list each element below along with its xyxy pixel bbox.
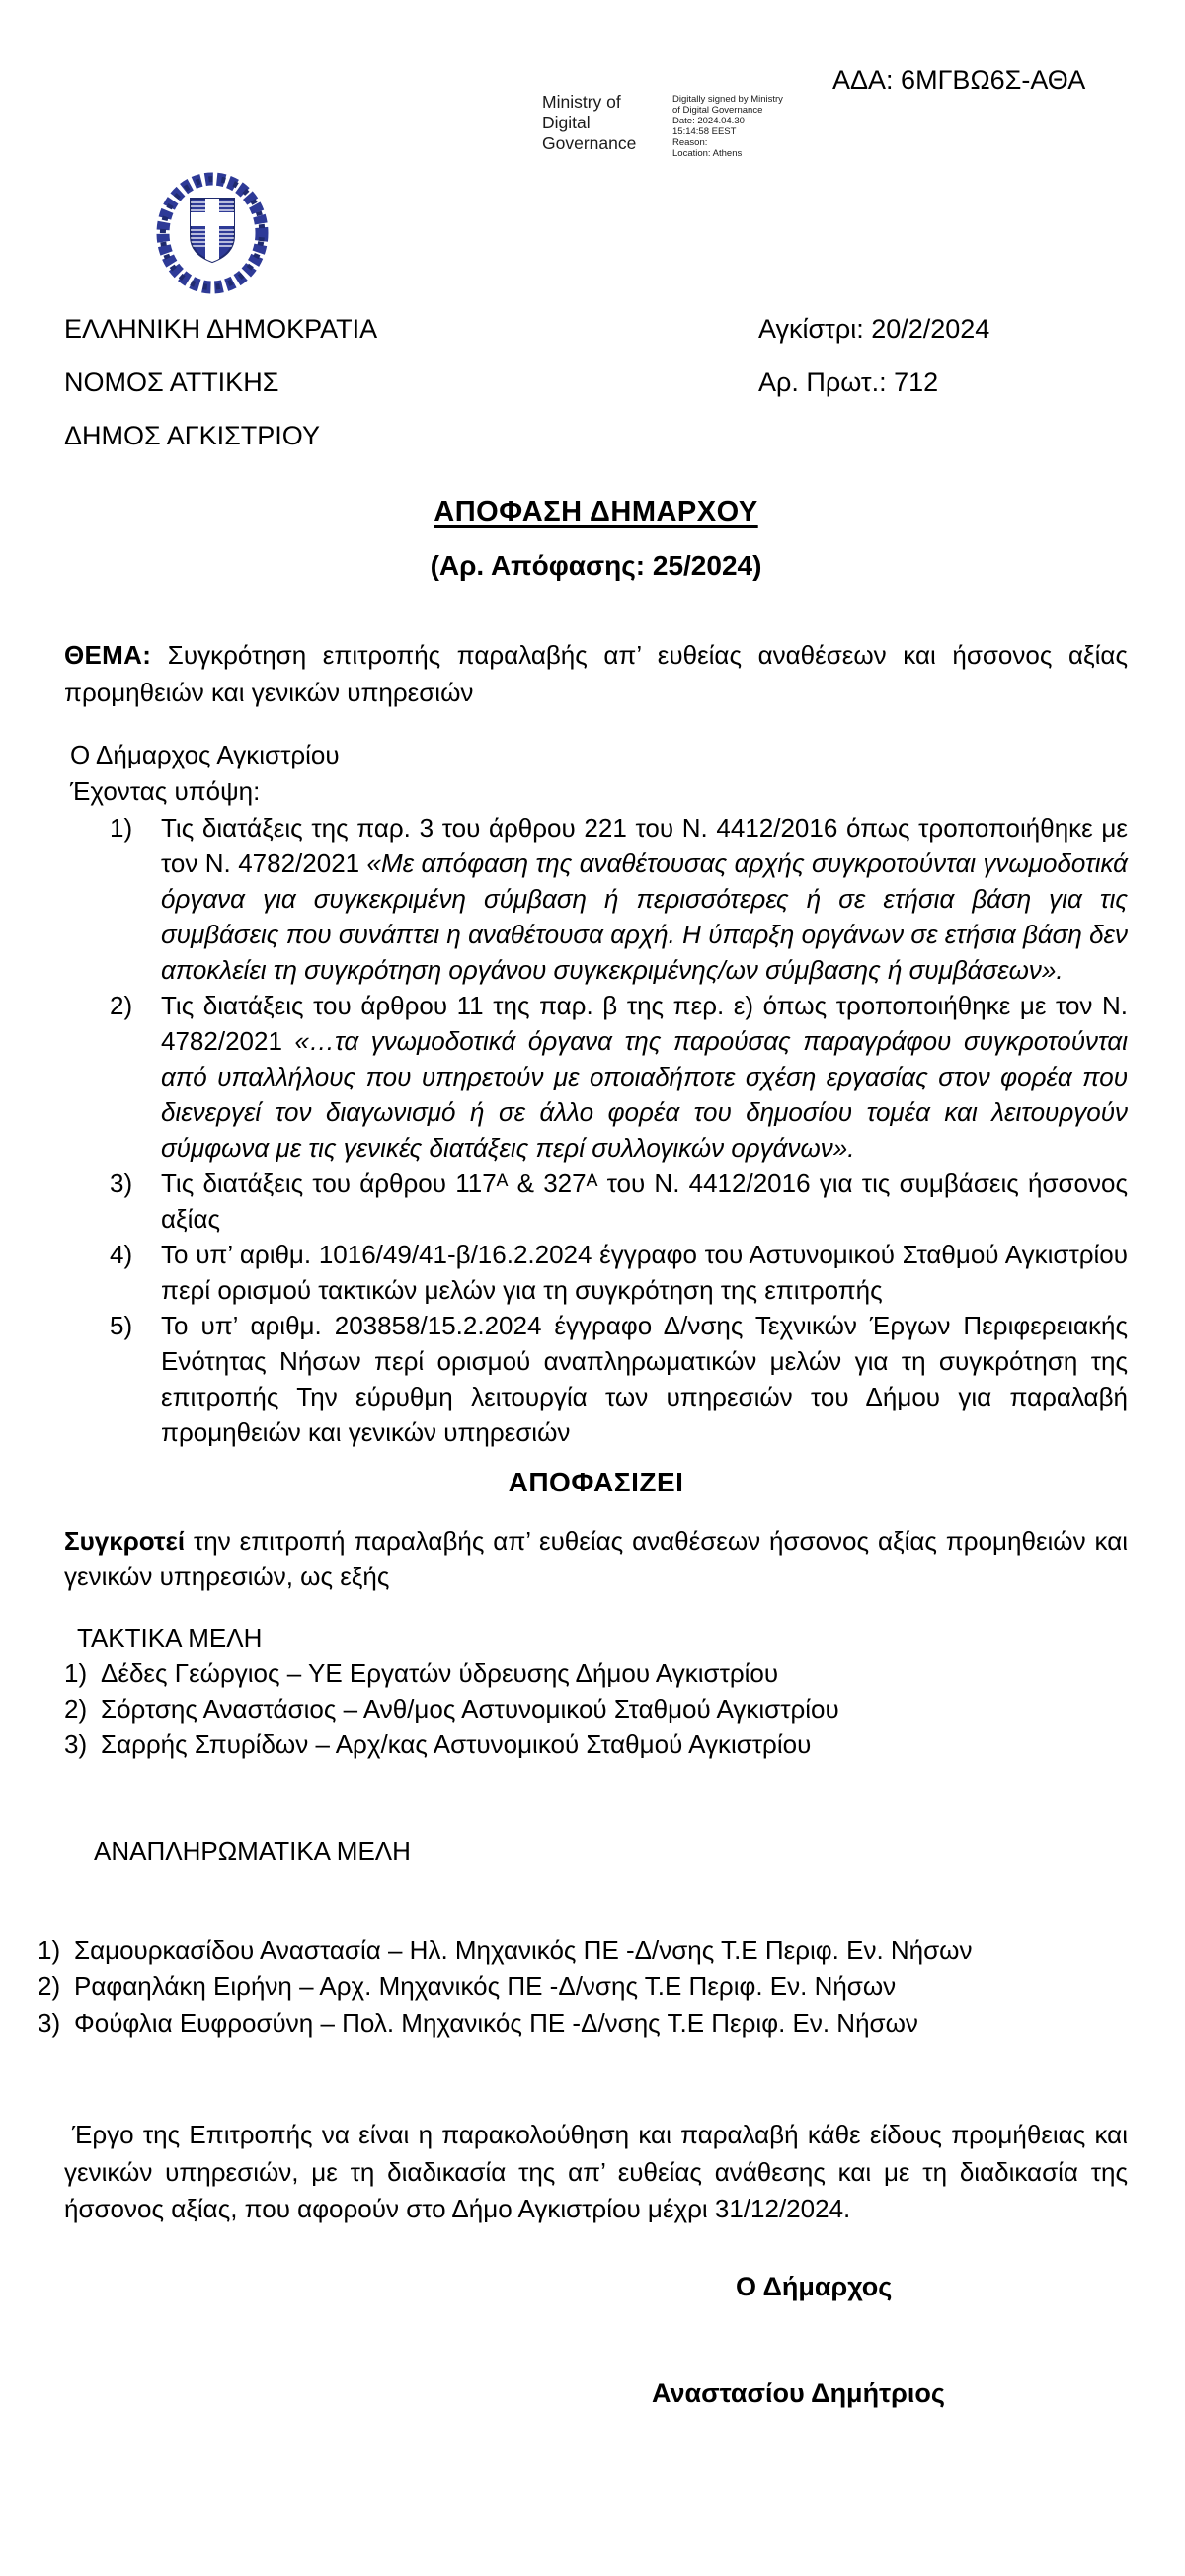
member-number: 2) xyxy=(64,1694,88,1724)
digital-signature-block xyxy=(542,92,811,159)
list-item xyxy=(110,1237,1128,1308)
subject-paragraph xyxy=(64,636,1128,711)
member-number: 1) xyxy=(38,1935,61,1965)
letterhead-row xyxy=(64,421,1128,474)
signoff-name: Αναστασίου Δημήτριος xyxy=(652,2377,945,2408)
member-row xyxy=(38,1969,1128,2005)
member-number: 3) xyxy=(38,2008,61,2038)
intro-line-having-regard: Έχοντας υπόψη: xyxy=(70,776,261,806)
member-row xyxy=(64,1655,1128,1691)
decision-number: (Αρ. Απόφασης: 25/2024) xyxy=(430,550,762,581)
member-text: Δέδες Γεώργιος – ΥΕ Εργατών ύδρευσης Δήμου Αγκιστρίου xyxy=(101,1658,779,1688)
document-title: ΑΠΟΦΑΣΗ ΔΗΜΑΡΧΟΥ xyxy=(434,496,758,527)
member-number: 1) xyxy=(64,1658,88,1688)
list-item-number: 5) xyxy=(110,1311,133,1340)
list-item-text: Τις διατάξεις της παρ. 3 του άρθρου 221 του Ν. 4412/2016 όπως τροποποιήθηκε με τον Ν. 4782/2021 xyxy=(161,813,1128,878)
member-text: Σόρτσης Αναστάσιος – Ανθ/μος Αστυνομικού Σταθμού Αγκιστρίου xyxy=(101,1694,839,1724)
letterhead-row xyxy=(64,367,1128,421)
decides-heading: ΑΠΟΦΑΣΙΖΕΙ xyxy=(508,1467,684,1497)
list-item xyxy=(110,1166,1128,1237)
signature-detail-line: Digitally signed by Ministry xyxy=(672,94,783,105)
member-row xyxy=(64,1691,1128,1727)
intro-line-mayor: Ο Δήμαρχος Αγκιστρίου xyxy=(70,740,340,769)
signature-details xyxy=(672,92,811,159)
republic-line: ΕΛΛΗΝΙΚΗ ΔΗΜΟΚΡΑΤΙΑ xyxy=(64,314,378,344)
subject-text: Συγκρότηση επιτροπής παραλαβής απ’ ευθείας αναθέσεων και ήσσονος αξίας προμηθειών και γενικών υπηρεσιών xyxy=(64,640,1128,707)
regular-members-list xyxy=(64,1655,1128,1762)
decision-text: την επιτροπή παραλαβής απ’ ευθείας αναθέσεων ήσσονος αξίας προμηθειών και γενικών υπηρεσιών, ως εξής xyxy=(64,1526,1128,1591)
list-item-text: Το υπ’ αριθμ. 1016/49/41-β/16.2.2024 έγγραφο του Αστυνομικού Σταθμού Αγκιστρίου περί ορισμού τακτικών μελών για τη συγκρότηση της επιτροπής xyxy=(161,1240,1128,1305)
list-item-number: 1) xyxy=(110,813,133,843)
greek-national-emblem-logo xyxy=(148,163,276,304)
member-row xyxy=(64,1727,1128,1762)
substitute-members-list xyxy=(38,1932,1128,2042)
substitute-members-label: ΑΝΑΠΛΗΡΩΜΑΤΙΚΑ ΜΕΛΗ xyxy=(94,1836,411,1866)
member-number: 3) xyxy=(64,1730,88,1759)
municipality-line: ΔΗΜΟΣ ΑΓΚΙΣΤΡΙΟΥ xyxy=(64,421,320,450)
signature-detail-line: 15:14:58 EEST xyxy=(672,126,737,137)
member-number: 2) xyxy=(38,1972,61,2001)
member-text: Ραφαηλάκη Ειρήνη – Αρχ. Μηχανικός ΠΕ -Δ/νσης Τ.Ε Περιφ. Εν. Νήσων xyxy=(74,1972,897,2001)
list-item-text: Το υπ’ αριθμ. 203858/15.2.2024 έγγραφο Δ/νσης Τεχνικών Έργων Περιφερειακής Ενότητας Νήσων περί ορισμού αναπληρωματικών μελών για τη συγκρότηση της επιτροπής Την εύρυθμη λειτουργία των υπηρεσιών του Δήμου για παραλαβή προμηθειών και γενικών υπηρεσιών xyxy=(161,1311,1128,1447)
member-text: Φούφλια Ευφροσύνη – Πολ. Μηχανικός ΠΕ -Δ/νσης Τ.Ε Περιφ. Εν. Νήσων xyxy=(74,2008,918,2038)
prefecture-line: ΝΟΜΟΣ ΑΤΤΙΚΗΣ xyxy=(64,367,279,397)
protocol-number: Αρ. Πρωτ.: 712 xyxy=(758,367,939,397)
list-item-number: 2) xyxy=(110,991,133,1020)
list-item-text: Τις διατάξεις του άρθρου 11 της παρ. β της περ. ε) όπως τροποποιήθηκε με τον Ν. 4782/2021 xyxy=(161,991,1128,1056)
list-item xyxy=(110,810,1128,988)
list-item-number: 4) xyxy=(110,1240,133,1269)
signature-detail-line: of Digital Governance xyxy=(672,105,763,116)
signature-signer: Ministry of Digital Governance xyxy=(542,92,637,153)
member-text: Σαρρής Σπυρίδων – Αρχ/κας Αστυνομικού Σταθμού Αγκιστρίου xyxy=(101,1730,812,1759)
letterhead-row xyxy=(64,314,1128,367)
list-item xyxy=(110,988,1128,1166)
member-row xyxy=(38,2005,1128,2042)
list-item-quote: «…τα γνωμοδοτικά όργανα της παρούσας παραγράφου συγκροτούνται από υπαλλήλους που υπηρετούν με οποιαδήποτε σχέση εργασίας στον φορέα που διενεργεί τον διαγωνισμό ή σε άλλο φορέα του δημοσίου τομέα και λειτουργούν σύμφωνα με τις γενικές διατάξεις περί συλλογικών οργάνων». xyxy=(161,1026,1128,1163)
signature-detail-line: Reason: xyxy=(672,137,708,148)
list-item xyxy=(110,1308,1128,1450)
signature-detail-line: Location: Athens xyxy=(672,148,743,159)
list-item-quote: «Με απόφαση της αναθέτουσας αρχής συγκροτούνται γνωμοδοτικά όργανα για συγκεκριμένη σύμβαση ή περισσότερες ή σε ετήσια βάση για τις συμβάσεις που συνάπτει η αναθέτουσα αρχή. Η ύπαρξη οργάνων σε ετήσια βάση δεν αποκλείει τη συγκρότηση οργάνου συγκεκριμένης/ων σύμβασης ή συμβάσεων». xyxy=(161,848,1128,985)
member-row xyxy=(38,1932,1128,1969)
regular-members-label: ΤΑΚΤΙΚΑ ΜΕΛΗ xyxy=(77,1623,263,1652)
signature-detail-line: Date: 2024.04.30 xyxy=(672,116,745,126)
decision-paragraph xyxy=(64,1523,1128,1594)
subject-label: ΘΕΜΑ: xyxy=(64,640,152,670)
member-text: Σαμουρκασίδου Αναστασία – Ηλ. Μηχανικός ΠΕ -Δ/νσης Τ.Ε Περιφ. Εν. Νήσων xyxy=(74,1935,973,1965)
ada-code: ΑΔΑ: 6ΜΓΒΩ6Σ-ΑΘΑ xyxy=(832,65,1086,95)
closing-paragraph: Έργο της Επιτροπής να είναι η παρακολούθηση και παραλαβή κάθε είδους προμήθειας και γενικών υπηρεσιών, με τη διαδικασία της απ’ ευθείας ανάθεσης και με τη διαδικασία της ήσσονος αξίας, που αφορούν στο Δήμο Αγκιστρίου μέχρι 31/12/2024. xyxy=(64,2120,1128,2223)
list-item-text: Τις διατάξεις του άρθρου 117ᴬ & 327ᴬ του Ν. 4412/2016 για τις συμβάσεις ήσσονος αξίας xyxy=(161,1168,1128,1234)
considerations-list xyxy=(64,810,1128,1450)
decision-verb: Συγκροτεί xyxy=(64,1526,186,1556)
signoff-role: Ο Δήμαρχος xyxy=(736,2271,893,2301)
list-item-number: 3) xyxy=(110,1168,133,1198)
place-date: Αγκίστρι: 20/2/2024 xyxy=(758,314,990,344)
